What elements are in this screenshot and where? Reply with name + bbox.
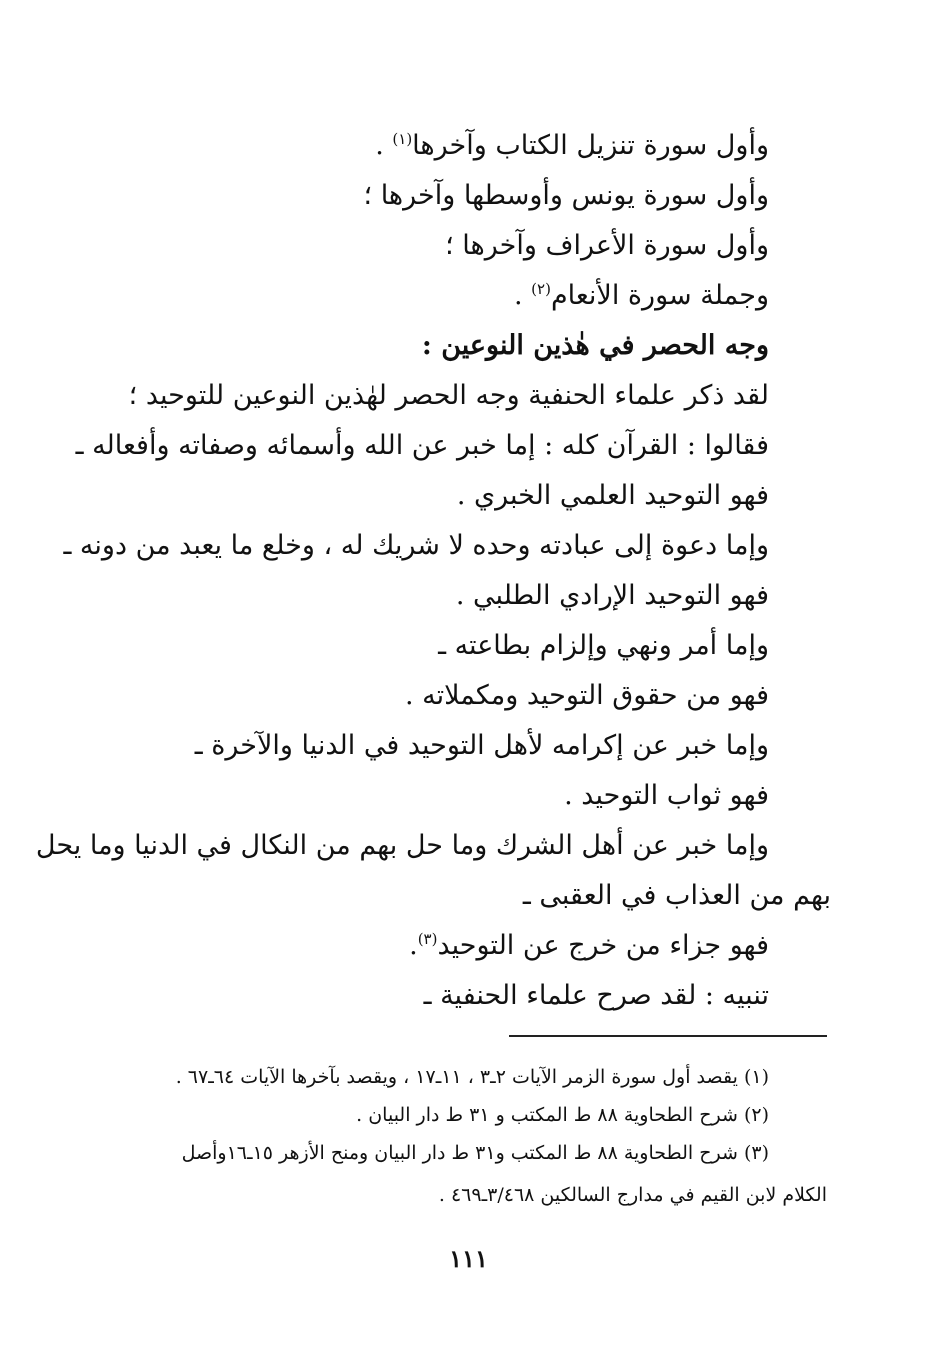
- body-line-4: وجملة سورة الأنعام$^{(٢)}$ .: [513, 280, 769, 311]
- body-line-11: وإما أمر ونهي وإلزام بطاعته ـ: [438, 630, 769, 661]
- body-line-7: فقالوا : القرآن كله : إما خبر عن الله وأسمائه وصفاته وأفعاله ـ: [75, 430, 769, 461]
- body-line-3: وأول سورة الأعراف وآخرها ؛: [445, 230, 769, 261]
- footnote-3-continued: الكلام لابن القيم في مدارج السالكين ٣/٤٦٨ـ٤٦٩ .: [438, 1184, 827, 1206]
- footnote-separator: [509, 1035, 827, 1037]
- body-line-13: وإما خبر عن إكرامه لأهل التوحيد في الدنيا والآخرة ـ: [194, 730, 769, 761]
- body-line-6: لقد ذكر علماء الحنفية وجه الحصر لهٰذين النوعين للتوحيد ؛: [128, 380, 769, 411]
- body-line-14: فهو ثواب التوحيد .: [564, 780, 769, 811]
- section-heading: وجه الحصر في هٰذين النوعين :: [421, 330, 769, 361]
- body-line-17: فهو جزاء من خرج عن التوحيد$^{(٣)}$.: [409, 930, 769, 961]
- footnote-marker-2: (٢): [531, 280, 551, 298]
- footnote-marker-1: (١): [392, 130, 413, 148]
- body-line-1: وأول سورة تنزيل الكتاب وآخرها$^{(١)}$ .: [375, 130, 769, 161]
- page-number: ١١١: [449, 1244, 488, 1273]
- body-line-2: وأول سورة يونس وأوسطها وآخرها ؛: [363, 180, 769, 211]
- body-line-16: بهم من العذاب في العقبى ـ: [522, 880, 831, 911]
- body-line-18: تنبيه : لقد صرح علماء الحنفية ـ: [423, 980, 769, 1011]
- footnote-marker-3: (٣): [417, 930, 438, 948]
- footnote-2: (٢) شرح الطحاوية ٨٨ ط المكتب و ٣١ ط دار البيان .: [356, 1104, 769, 1126]
- footnote-3: (٣) شرح الطحاوية ٨٨ ط المكتب و٣١ ط دار البيان ومنح الأزهر ١٥ـ١٦وأصل: [181, 1142, 769, 1164]
- body-line-15: وإما خبر عن أهل الشرك وما حل بهم من النكال في الدنيا وما يحل: [35, 830, 769, 861]
- body-line-9: وإما دعوة إلى عبادته وحده لا شريك له ، وخلع ما يعبد من دونه ـ: [63, 530, 769, 561]
- body-line-12: فهو من حقوق التوحيد ومكملاته .: [404, 680, 769, 711]
- body-line-8: فهو التوحيد العلمي الخبري .: [456, 480, 769, 511]
- body-line-10: فهو التوحيد الإرادي الطلبي .: [455, 580, 769, 611]
- footnote-1: (١) يقصد أول سورة الزمر الآيات ٢ـ٣ ، ١١ـ١٧ ، ويقصد بآخرها الآيات ٦٤ـ٦٧ .: [175, 1066, 769, 1088]
